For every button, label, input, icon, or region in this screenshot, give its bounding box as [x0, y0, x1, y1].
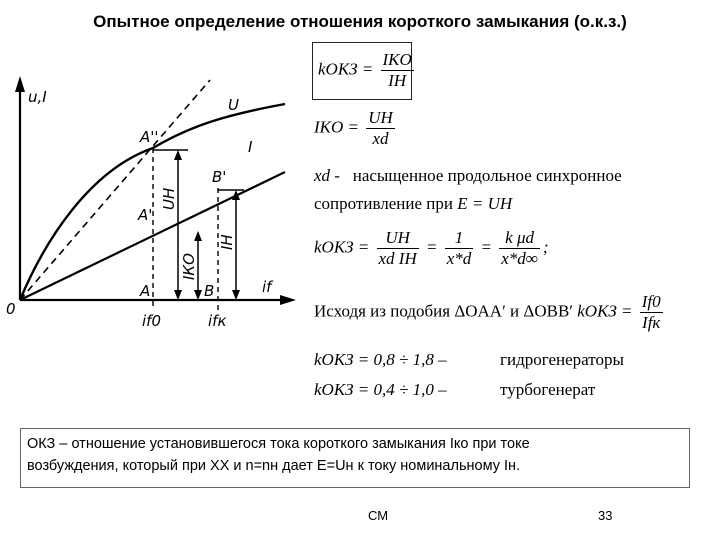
axes [20, 86, 290, 300]
okz-def-den: IH [388, 71, 407, 90]
point-b-label: B [204, 282, 215, 300]
definition-text [27, 433, 682, 477]
okz-definition-formula [318, 50, 417, 91]
point-a-label: A [140, 282, 151, 300]
origin-label: 0 [6, 300, 16, 318]
xd-symbol: xd - [314, 166, 340, 185]
point-a1-label: A' [138, 206, 153, 224]
slide-title: Опытное определение отношения короткого замыкания (о.к.з.) [93, 12, 627, 31]
okz-chain-f1-den: xd IH [378, 249, 417, 268]
range-turbo [314, 380, 447, 400]
footer-page-number: 33 [598, 508, 613, 523]
range-hydro-formula: kОКЗ = 0,8 ÷ 1,8 – [314, 350, 447, 369]
range-hydro [314, 350, 447, 370]
okz-chain-lhs: kОКЗ = [314, 237, 370, 257]
similarity-formula [314, 292, 666, 333]
definition-line1: ОКЗ – отношение установившегося тока короткого замыкания Iко при токе [27, 436, 530, 452]
point-a2-label: A'' [140, 128, 159, 146]
x-axis-label: if [262, 278, 272, 296]
ifk-label: ifк [208, 312, 227, 330]
point-b1-label: B' [212, 168, 227, 186]
range-turbo-formula: kОКЗ = 0,4 ÷ 1,0 – [314, 380, 447, 399]
y-axis-arrow [15, 76, 25, 92]
iko-label: IКО [180, 253, 198, 280]
similarity-num: If0 [641, 292, 661, 311]
footer-author: СМ [368, 508, 389, 523]
similarity-den: Ifк [642, 313, 661, 332]
xd-description-line2 [314, 194, 512, 214]
curve-u-label: U [228, 96, 239, 114]
if0-label: if0 [142, 312, 161, 330]
xd-condition: E = UH [457, 194, 513, 213]
ocz-diagram [0, 70, 300, 410]
okz-chain-f2-num: 1 [445, 228, 474, 249]
okz-def-num: IKO [382, 50, 412, 69]
iko-formula [314, 108, 398, 149]
okz-chain-formula: kОКЗ = $\frac{UH}{\text{xd IH}}$ = $\frac{1}{x*d}$ = $\frac{\text{k μd}}{x*d\infty}$ ; [314, 228, 549, 268]
uh-label: UН [160, 187, 178, 210]
uh-arrow-up [174, 150, 182, 160]
short-circuit-line-I [20, 172, 285, 300]
range-turbo-desc: турбогенерат [500, 380, 596, 399]
okz-def-lhs: kОКЗ = [318, 59, 374, 79]
okz-chain-f3-den: x*d∞ [501, 249, 538, 268]
similarity-lhs: kОКЗ = [577, 301, 633, 321]
x-axis-arrow [280, 295, 296, 305]
ih-label: IН [218, 234, 236, 250]
iko-lhs: IKO = [314, 117, 359, 137]
range-hydro-desc: гидрогенераторы [500, 350, 624, 369]
definition-line2: возбуждения, который при ХХ и n=nн дает E=Uн к току номинальному Iн. [27, 458, 521, 474]
iko-arrow-down [194, 290, 202, 300]
xd-description-line1 [314, 166, 622, 186]
uh-arrow-down [174, 290, 182, 300]
iko-num: UH [368, 108, 393, 127]
ih-arrow-down [232, 290, 240, 300]
similarity-text: Исходя из подобия ΔOAA′ и ΔOBB′ [314, 301, 574, 321]
iko-arrow-up [194, 231, 202, 241]
xd-desc-2: сопротивление при [314, 194, 453, 213]
xd-desc-1: насыщенное продольное синхронное [352, 166, 622, 185]
y-axis-label: u,I [28, 88, 47, 106]
okz-chain-f2-den: x*d [446, 249, 472, 268]
okz-chain-f3-num: k μd [499, 228, 540, 249]
iko-den: xd [372, 129, 389, 148]
definition-box [20, 428, 690, 488]
line-i-label: I [248, 138, 253, 156]
okz-chain-f1-num: UH [377, 228, 419, 249]
